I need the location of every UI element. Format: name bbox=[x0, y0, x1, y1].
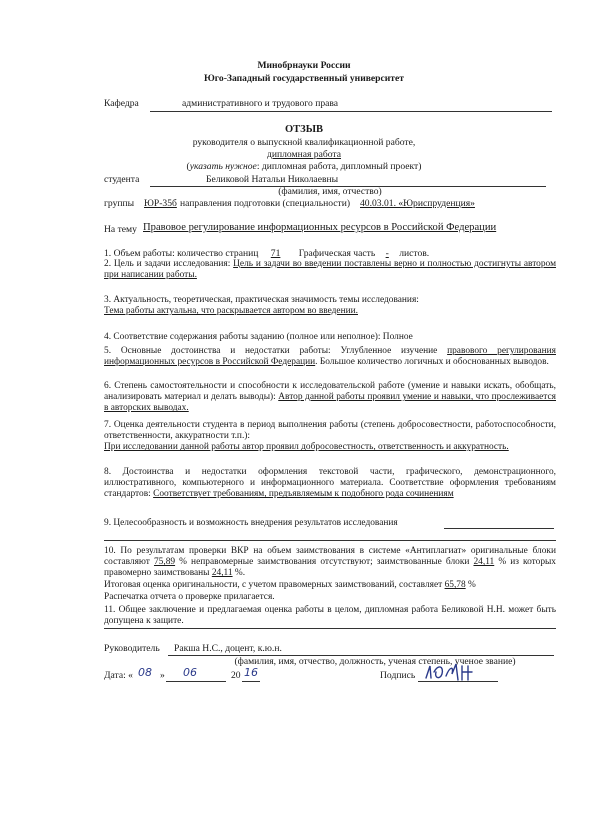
item-9: 9. Целесообразность и возможность внедрения результатов исследования bbox=[104, 518, 398, 528]
item-9-underline-2 bbox=[104, 540, 556, 541]
final-originality: 65,78 bbox=[444, 580, 466, 590]
item-2: 2. Цель и задачи исследования: Цель и задачи во введении поставлены верно и полностью достигнуты автором при написании работы. bbox=[104, 259, 557, 281]
item-5: 5. Основные достоинства и недостатки работы: Углубленное изучение правового регулирования информационных ресурсов в Российской Федерации. Большое количество логичных и обоснованных выводов. bbox=[104, 346, 556, 368]
item-10: 10. По результатам проверки ВКР на объем заимствования в системе «Антиплагиат» оригинальные блоки составляют 75,89 % неправомерные заимствования отсутствуют; заимствованные блоки 24,11 % из которых правомерно заимствованы 24,11 %. bbox=[104, 546, 556, 579]
supervisor-label: Руководитель bbox=[104, 643, 160, 654]
date-separator: » bbox=[160, 670, 165, 681]
year-prefix: 20 bbox=[231, 670, 241, 681]
date-day: 08 bbox=[138, 666, 152, 679]
year-underline bbox=[242, 681, 260, 682]
item-11-underline bbox=[104, 628, 556, 629]
student-caption: (фамилия, имя, отчество) bbox=[278, 186, 382, 197]
ministry-name: Минобрнауки России bbox=[257, 60, 351, 71]
item-3: 3. Актуальность, теоретическая, практическая значимость темы исследования: Тема работы актуальна, что раскрывается автором во введении. bbox=[104, 295, 419, 317]
group-value: ЮР-35б bbox=[144, 198, 177, 209]
item-6: 6. Степень самостоятельности и способности к исследовательской работе (умение и навыки искать, обобщать, анализировать материал и делать выводы): Автор данной работы проявил умение и навыки, что прослеживается в авторских выводах. bbox=[104, 381, 556, 414]
topic-value: Правовое регулирование информационных ресурсов в Российской Федерации bbox=[143, 222, 497, 233]
date-label: Дата: « bbox=[104, 670, 133, 681]
document-subtitle: руководителя о выпускной квалификационной работе, bbox=[192, 137, 416, 148]
department-underline bbox=[150, 111, 552, 112]
original-percent: 75,89 bbox=[153, 557, 176, 568]
topic-label: На тему bbox=[104, 224, 137, 235]
university-name: Юго-Западный государственный университет bbox=[204, 73, 404, 84]
work-type: дипломная работа bbox=[266, 149, 341, 160]
graph-count: - bbox=[385, 248, 389, 259]
item-10-printout: Распечатка отчета о проверке прилагается. bbox=[104, 592, 275, 602]
item-1: 1. Объем работы: количество страниц 71 Графическая часть - листов. bbox=[104, 248, 430, 259]
borrowed-percent: 24,11 bbox=[473, 557, 495, 568]
legal-percent: 24,11 bbox=[211, 568, 233, 579]
work-type-note: (указать нужное: дипломная работа, дипломный проект) bbox=[186, 161, 422, 172]
year-suffix: 16 bbox=[244, 666, 258, 679]
department-label: Кафедра bbox=[104, 98, 139, 109]
date-month: 06 bbox=[183, 666, 197, 679]
item-9-underline bbox=[444, 528, 554, 529]
document-title: ОТЗЫВ bbox=[284, 124, 324, 135]
supervisor-caption: (фамилия, имя, отчество, должность, ученая степень, ученое звание) bbox=[234, 656, 516, 667]
student-name: Беликовой Натальи Николаевны bbox=[206, 174, 339, 185]
pages-count: 71 bbox=[270, 248, 281, 259]
direction-value: 40.03.01. «Юриспруденция» bbox=[360, 198, 475, 209]
supervisor-value: Ракша Н.С., доцент, к.ю.н. bbox=[174, 643, 282, 654]
signature-mark bbox=[422, 660, 492, 684]
direction-label: направления подготовки (специальности) bbox=[180, 198, 351, 209]
date-month-underline bbox=[166, 681, 226, 682]
item-8: 8. Достоинства и недостатки оформления текстовой части, графического, демонстрационного, иллюстративного, компьютерного и информационного материала. Соответствие оформления требованиям стандартов: Соответствует требованиям, предъявляемым к подобного рода сочинениям bbox=[104, 467, 556, 500]
group-label: группы bbox=[104, 198, 135, 209]
signature-label: Подпись bbox=[380, 670, 416, 681]
department-value: административного и трудового права bbox=[182, 98, 339, 109]
item-10-final: Итоговая оценка оригинальности, с учетом правомерных заимствований, составляет 65,78 % bbox=[104, 580, 476, 590]
item-11: 11. Общее заключение и предлагаемая оценка работы в целом, дипломная работа Беликовой Н.Н. может быть допущена к защите. bbox=[104, 605, 556, 627]
item-4: 4. Соответствие содержания работы заданию (полное или неполное): Полное bbox=[104, 332, 413, 342]
item-7: 7. Оценка деятельности студента в период выполнения работы (степень добросовестности, работоспособности, ответственности, аккуратности т.п.): При исследовании данной работы автор проявил добросовестность, ответственность и аккуратность. bbox=[104, 420, 556, 453]
student-label: студента bbox=[104, 174, 140, 185]
